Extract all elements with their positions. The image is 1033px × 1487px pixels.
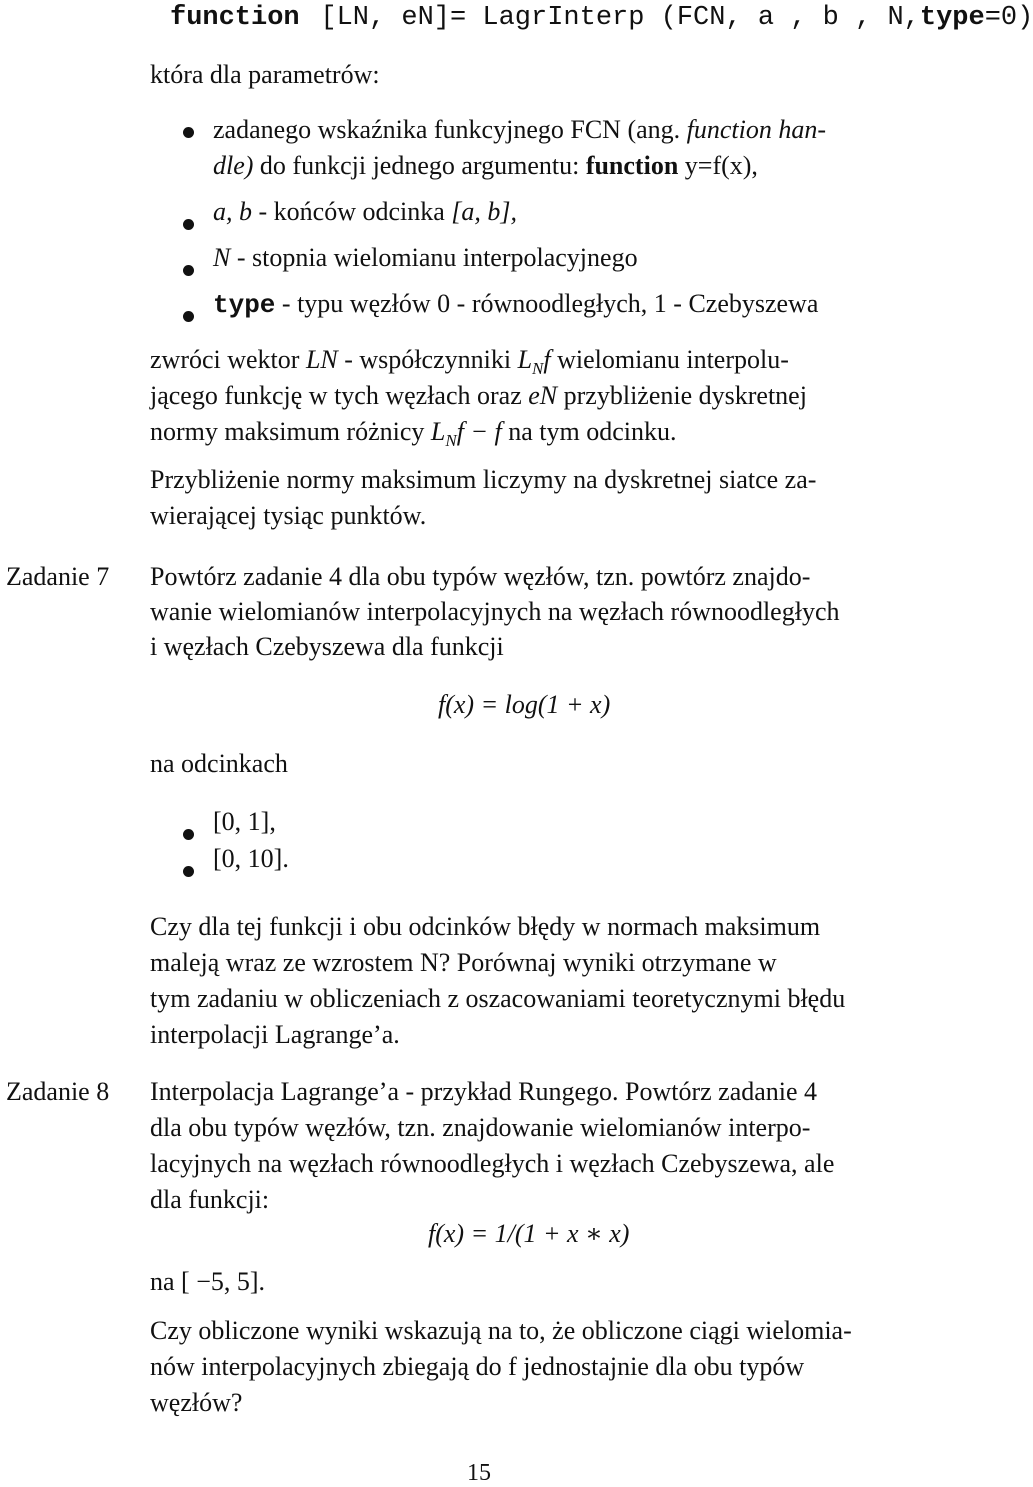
task-8-line-2: dla obu typów węzłów, tzn. znajdowanie wielomianów interpo-	[150, 1113, 811, 1142]
returns-line-2: jącego funkcję w tych węzłach oraz eN przybliżenie dyskretnej	[150, 381, 807, 410]
bullet-icon	[183, 311, 194, 322]
task-7-formula: f(x) = log(1 + x)	[438, 690, 611, 719]
approx-line-2: wierającej tysiąc punktów.	[150, 501, 427, 530]
intro-text: która dla parametrów:	[150, 60, 380, 89]
bullet-icon	[183, 829, 194, 840]
task-7-on-intervals: na odcinkach	[150, 749, 288, 778]
param-item-fcn-line1: zadanego wskaźnika funkcyjnego FCN (ang. function han-	[213, 115, 827, 144]
param-item-n: N - stopnia wielomianu interpolacyjnego	[213, 243, 638, 272]
returns-line-1: zwróci wektor LN - współczynniki $L_Nf$ wielomianu interpolu-	[150, 345, 789, 379]
param-item-type: type - typu węzłów 0 - równoodległych, 1 - Czebyszewa	[213, 289, 819, 320]
task-7-line-2: wanie wielomianów interpolacyjnych na węzłach równoodległych	[150, 597, 840, 626]
task-7-interval-2: [0, 10].	[213, 844, 289, 873]
task-8-formula: f(x) = 1/(1 + x ∗ x)	[428, 1219, 630, 1248]
task-8-line-4: dla funkcji:	[150, 1185, 270, 1214]
task-7-line-3: i węzłach Czebyszewa dla funkcji	[150, 632, 504, 661]
param-item-fcn-line2: dle) do funkcji jednego argumentu: function y=f(x),	[213, 151, 758, 180]
task-8-question-3: węzłów?	[150, 1388, 243, 1417]
task-7-question-3: tym zadaniu w obliczeniach z oszacowaniami teoretycznymi błędu	[150, 984, 846, 1013]
task-7-line-1: Powtórz zadanie 4 dla obu typów węzłów, tzn. powtórz znajdo-	[150, 562, 811, 591]
task-8-line-3: lacyjnych na węzłach równoodległych i węzłach Czebyszewa, ale	[150, 1149, 835, 1178]
bullet-icon	[183, 866, 194, 877]
task-8-question-1: Czy obliczone wyniki wskazują na to, że obliczone ciągi wielomia-	[150, 1316, 852, 1345]
signature-tail: =0)	[984, 3, 1033, 33]
function-signature	[170, 0, 1033, 33]
task-8-label: Zadanie 8	[6, 1077, 110, 1106]
task-8-question-2: nów interpolacyjnych zbiegają do f jednostajnie dla obu typów	[150, 1352, 805, 1381]
signature-args: [LN, eN]= LagrInterp (FCN, a , b , N,	[320, 3, 920, 33]
page-number: 15	[467, 1460, 491, 1486]
bullet-icon	[183, 219, 194, 230]
approx-line-1: Przybliżenie normy maksimum liczymy na dyskretnej siatce za-	[150, 465, 817, 494]
returns-line-3: normy maksimum różnicy $L_Nf - f$ na tym odcinku.	[150, 417, 677, 451]
task-7-question-4: interpolacji Lagrange’a.	[150, 1020, 400, 1049]
keyword-function: function	[170, 3, 300, 33]
param-item-ab: a, b - końców odcinka [a, b],	[213, 197, 518, 226]
task-7-interval-1: [0, 1],	[213, 807, 276, 836]
task-8-line-1: Interpolacja Lagrange’a - przykład Rungego. Powtórz zadanie 4	[150, 1077, 818, 1106]
bullet-icon	[183, 127, 194, 138]
bullet-icon	[183, 265, 194, 276]
task-7-label: Zadanie 7	[6, 562, 110, 591]
task-8-interval: na [ −5, 5].	[150, 1267, 266, 1296]
task-7-question-2: maleją wraz ze wzrostem N? Porównaj wyniki otrzymane w	[150, 948, 777, 977]
task-7-question-1: Czy dla tej funkcji i obu odcinków błędy w normach maksimum	[150, 912, 821, 941]
keyword-type: type	[919, 3, 985, 33]
